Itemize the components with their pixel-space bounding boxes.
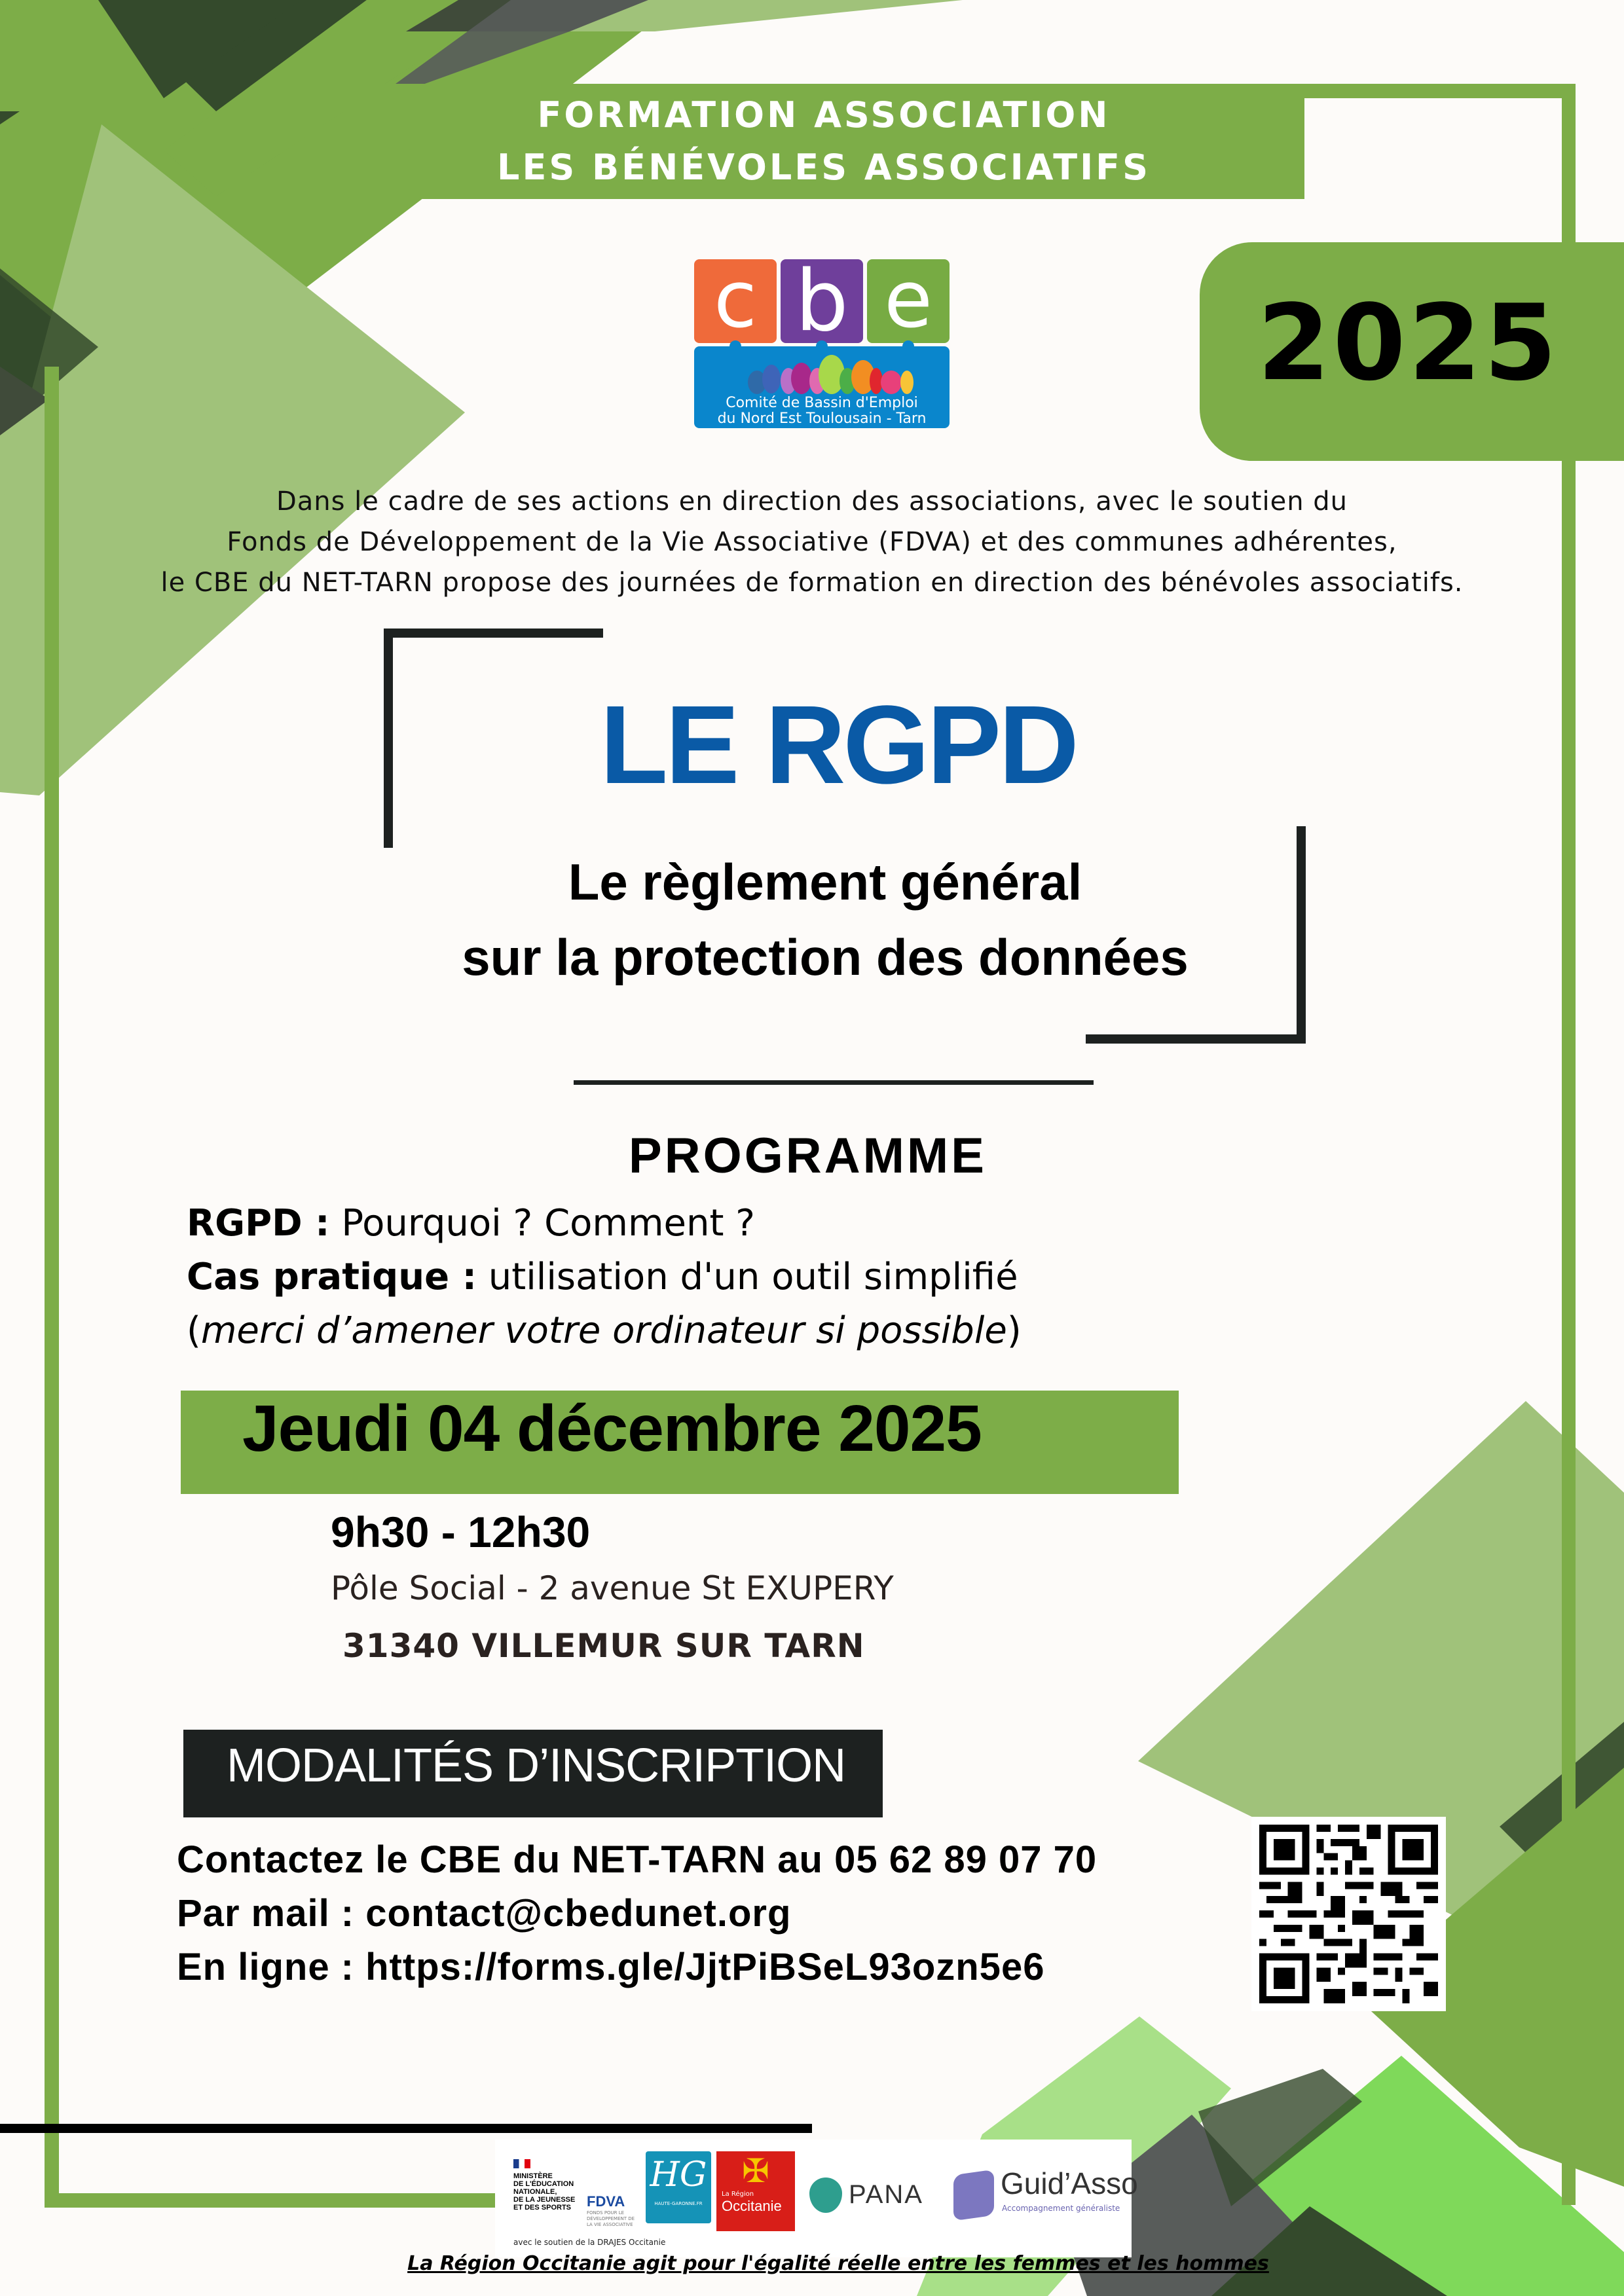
event-address: Pôle Social - 2 avenue St EXUPERY <box>331 1569 894 1607</box>
event-date: Jeudi 04 décembre 2025 <box>242 1392 982 1465</box>
banner-line-1: FORMATION ASSOCIATION <box>537 94 1111 136</box>
programme-item <box>187 1197 1022 1250</box>
year-text: 2025 <box>1257 282 1560 404</box>
ministry-logo: MINISTÈRE DE L'ÉDUCATION NATIONALE, DE LA JEUNESSE ET DES SPORTS <box>513 2159 592 2212</box>
programme-heading: PROGRAMME <box>629 1128 987 1184</box>
programme-item-label: RGPD : <box>187 1202 330 1245</box>
programme-item <box>187 1250 1022 1304</box>
event-city: 31340 VILLEMUR SUR TARN <box>342 1627 865 1665</box>
guidasso-subtitle: Accompagnement généraliste <box>1002 2204 1120 2213</box>
occitan-cross-icon: ✠ <box>742 2152 769 2190</box>
note-open-paren: ( <box>187 1309 201 1352</box>
bottom-rule <box>0 2124 812 2133</box>
cbe-logo-graphic <box>693 258 952 429</box>
programme-note <box>187 1304 1022 1358</box>
frame-bottom-line <box>45 2193 555 2208</box>
programme-list <box>187 1197 1022 1358</box>
pana-icon <box>809 2178 842 2213</box>
partners-logos <box>495 2140 1138 2257</box>
contact-phone[interactable]: Contactez le CBE du NET-TARN au 05 62 89 07 70 <box>177 1838 1098 1881</box>
guidasso-book-icon <box>953 2170 994 2221</box>
haute-garonne-logo: HG HAUTE-GARONNE.FR <box>646 2151 711 2223</box>
programme-item-label: Cas pratique : <box>187 1256 477 1298</box>
banner-line-2: LES BÉNÉVOLES ASSOCIATIFS <box>497 147 1151 188</box>
event-time: 9h30 - 12h30 <box>331 1508 591 1556</box>
fdva-logo: FDVA FONDS POUR LE DÉVELOPPEMENT DE LA VIE ASSOCIATIVE <box>587 2193 635 2227</box>
cbe-logo <box>693 258 952 429</box>
frame-left-line <box>45 367 59 2208</box>
logo-line-1: Comité de Bassin d'Emploi <box>726 395 918 411</box>
equality-statement: La Région Occitanie agit pour l'égalité réelle entre les femmes et les hommes <box>407 2252 1269 2275</box>
intro-line-3: le CBE du NET-TARN propose des journées de formation en direction des bénévoles associatifs. <box>160 568 1464 598</box>
bracket-bottom-right <box>1086 1034 1306 1044</box>
contact-email[interactable]: Par mail : contact@cbedunet.org <box>177 1892 792 1935</box>
registration-contacts <box>177 1833 1097 1994</box>
frame-top-line <box>1304 84 1576 98</box>
svg-text:c: c <box>714 258 757 346</box>
intro-paragraph <box>65 481 1559 603</box>
subtitle-line-1: Le règlement général <box>568 853 1082 911</box>
programme-item-text: Pourquoi ? Comment ? <box>329 1202 755 1245</box>
top-banner <box>343 84 1304 199</box>
registration-heading: MODALITÉS D’INSCRIPTION <box>227 1740 846 1792</box>
subtitle-line-2: sur la protection des données <box>462 928 1189 986</box>
drajes-support-text: avec le soutien de la DRAJES Occitanie <box>513 2238 666 2247</box>
pana-logo-text: PANA <box>849 2180 923 2209</box>
note-text: merci d’amener votre ordinateur si possible <box>200 1309 1007 1352</box>
intro-line-1: Dans le cadre de ses actions en direction des associations, avec le soutien du <box>276 486 1348 517</box>
bracket-top-left <box>384 629 603 638</box>
main-title: LE RGPD <box>600 683 1077 807</box>
programme-item-text: utilisation d'un outil simplifié <box>477 1256 1018 1298</box>
qr-code[interactable] <box>1251 1817 1446 2011</box>
svg-text:e: e <box>884 258 932 346</box>
guidasso-logo-text: Guid’Asso <box>1001 2166 1138 2200</box>
intro-line-2: Fonds de Développement de la Vie Associative (FDVA) et des communes adhérentes, <box>227 527 1397 557</box>
logo-line-2: du Nord Est Toulousain - Tarn <box>717 410 927 427</box>
qr-code-icon <box>1259 1825 1438 2003</box>
region-occitanie-logo: ✠ La Région Occitanie <box>716 2151 795 2231</box>
svg-text:b: b <box>795 258 849 350</box>
subtitle <box>327 845 1323 995</box>
note-close-paren: ) <box>1006 1309 1022 1352</box>
contact-online-form[interactable]: En ligne : https://forms.gle/JjtPiBSeL93ozn5e6 <box>177 1946 1045 1988</box>
section-divider <box>574 1080 1094 1085</box>
french-flag-icon <box>513 2159 530 2168</box>
